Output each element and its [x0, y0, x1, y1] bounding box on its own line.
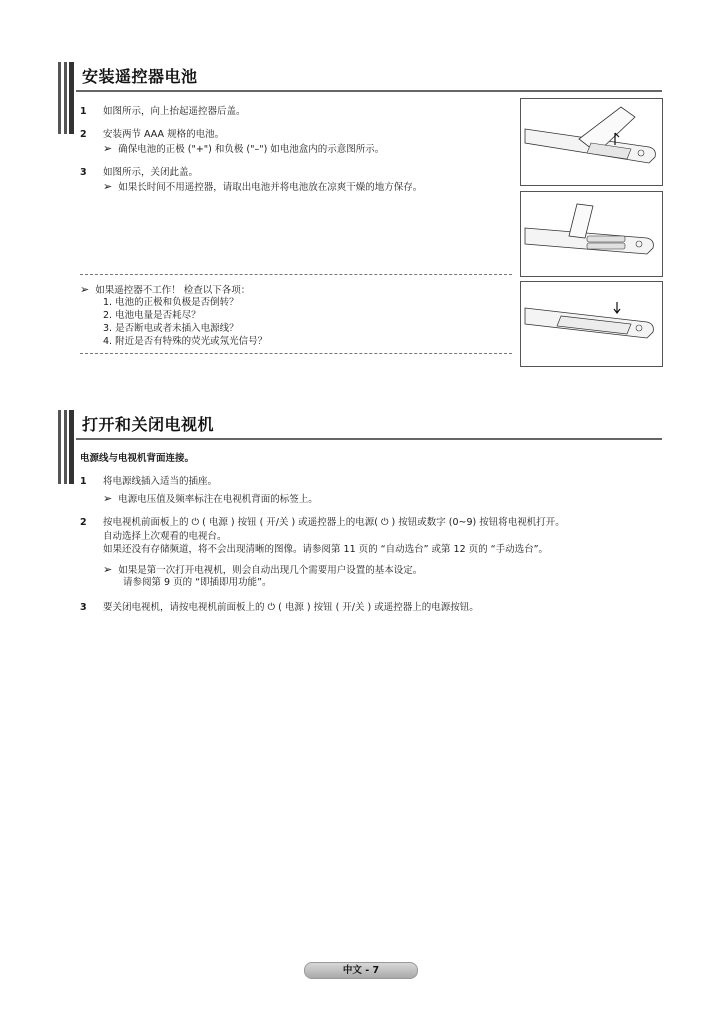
s1-step3-number: 3 — [80, 167, 87, 178]
trouble-item: 3. 是否断电或者未插入电源线？ — [103, 323, 239, 334]
s2-step2-line3: 如果还没有存储频道，将不会出现清晰的图像。请参阅第 11 页的 “自动选台” 或第 12 页的 “手动选台”。 — [103, 544, 549, 555]
s1-step2-note-text: 确保电池的正极 ("+") 和负极 ("–") 如电池盒内的示意图所示。 — [118, 144, 385, 155]
trouble-item: 2. 电池电量是否耗尽？ — [103, 310, 201, 321]
section1-title-rule — [76, 90, 662, 92]
s2-step3-number: 3 — [80, 602, 87, 613]
section1-marker — [58, 62, 74, 134]
section2-title: 打开和关闭电视机 — [82, 415, 215, 434]
s2-step2-line1-a: 按电视机前面板上的 — [103, 517, 189, 528]
s2-step2-note1 — [103, 564, 422, 577]
section2-title-rule — [76, 438, 662, 440]
s2-step2-line1 — [103, 517, 565, 529]
remote-open-cover-illustration — [520, 98, 663, 186]
trouble-top-divider — [80, 274, 512, 275]
s2-step3-text-b: ( 电源 ) 按钮 ( 开/关 ) 或遥控器上的电源按钮。 — [278, 602, 479, 613]
s2-step2-note2: 请参阅第 9 页的 “即插即用功能”。 — [123, 577, 272, 588]
s1-step3-text: 如图所示，关闭此盖。 — [103, 167, 199, 178]
s2-step2-line1-c: ) 按钮或数字 (0~9) 按钮将电视机打开。 — [391, 517, 565, 528]
s2-step2-note1-text: 如果是第一次打开电视机，则会自动出现几个需要用户设置的基本设定。 — [118, 565, 423, 576]
arrow-icon: ➢ — [80, 283, 90, 296]
s2-step3-text-a: 要关闭电视机，请按电视机前面板上的 — [103, 602, 265, 613]
remote-close-cover-illustration — [520, 281, 663, 367]
power-icon: ⏻ — [267, 602, 276, 613]
section1-title: 安装遥控器电池 — [82, 67, 198, 86]
s2-step1-number: 1 — [80, 476, 87, 487]
arrow-icon: ➢ — [103, 142, 113, 155]
s2-step2-line2: 自动选择上次观看的电视台。 — [103, 531, 227, 542]
trouble-item: 1. 电池的正极和负极是否倒转？ — [103, 297, 239, 308]
s2-step1-note — [103, 493, 318, 506]
arrow-icon: ➢ — [103, 492, 113, 505]
s1-step3-note-text: 如果长时间不用遥控器，请取出电池并将电池放在凉爽干燥的地方保存。 — [118, 182, 423, 193]
s2-step2-number: 2 — [80, 517, 87, 528]
trouble-bottom-divider — [80, 353, 512, 354]
s2-step1-note-text: 电源电压值及频率标注在电视机背面的标签上。 — [118, 494, 318, 505]
s2-step1-text: 将电源线插入适当的插座。 — [103, 476, 218, 487]
trouble-item: 4. 附近是否有特殊的荧光或氖光信号？ — [103, 336, 268, 347]
s1-step2-number: 2 — [80, 129, 87, 140]
remote-battery-insert-illustration — [520, 191, 663, 277]
trouble-heading-text: 如果遥控器不工作！ 检查以下各项： — [95, 285, 251, 296]
arrow-icon: ➢ — [103, 563, 113, 576]
s2-intro: 电源线与电视机背面连接。 — [80, 453, 195, 464]
s2-step2-line1-b: ( 电源 ) 按钮 ( 开/关 ) 或遥控器上的电源( — [202, 517, 378, 528]
power-icon: ⏻ — [191, 517, 200, 528]
s1-step2-note — [103, 143, 384, 156]
s1-step3-note — [103, 181, 422, 194]
s1-step1-text: 如图所示，向上抬起遥控器后盖。 — [103, 106, 246, 117]
s2-step3-text — [103, 602, 479, 614]
power-icon: ⏻ — [381, 517, 389, 528]
page-number-badge: 中文 - 7 — [304, 962, 418, 979]
trouble-heading — [80, 284, 250, 297]
section2-marker — [58, 410, 74, 484]
arrow-icon: ➢ — [103, 180, 113, 193]
s1-step2-text: 安装两节 AAA 规格的电池。 — [103, 129, 225, 140]
s1-step1-number: 1 — [80, 106, 87, 117]
